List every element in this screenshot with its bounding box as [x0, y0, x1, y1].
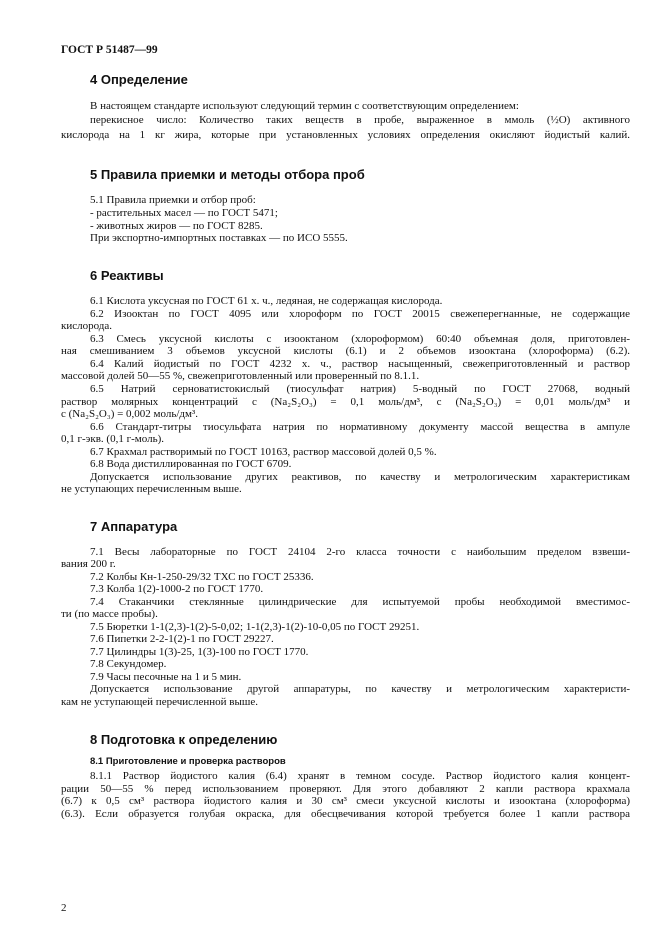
s6-line-11: 6.6 Стандарт-титры тиосульфата натрия по нормативному документу массой вещества в ампуле — [90, 421, 630, 433]
section-5-title: 5 Правила приемки и методы отбора проб — [90, 167, 365, 182]
s7-line-10: 7.8 Секундомер. — [90, 658, 167, 670]
s6-line-1: 6.1 Кислота уксусная по ГОСТ 61 х. ч., ледяная, не содержащая кислорода. — [90, 295, 443, 307]
s4-line-2: перекисное число: Количество таких веществ в пробе, выраженное в ммоль (½О) активного — [90, 114, 630, 126]
s7-line-8: 7.6 Пипетки 2-2-1(2)-1 по ГОСТ 29227. — [90, 633, 274, 645]
s7-line-9: 7.7 Цилиндры 1(3)-25, 1(3)-100 по ГОСТ 1770. — [90, 646, 309, 658]
s8-line-2: рации 50—55 % перед использованием проверяют. Для этого добавляют 2 капли раствора крахмала — [61, 783, 630, 795]
page-number: 2 — [61, 902, 67, 914]
s6-line-10: c (Na₂S₂O₃) = 0,002 моль/дм³. — [61, 408, 199, 420]
s7-line-4: 7.3 Колба 1(2)-1000-2 по ГОСТ 1770. — [90, 583, 264, 595]
s5-line-3: - животных жиров — по ГОСТ 8285. — [90, 220, 263, 232]
s5-line-2: - растительных масел — по ГОСТ 5471; — [90, 207, 278, 219]
s6-line-12: 0,1 г-экв. (0,1 г-моль). — [61, 433, 165, 445]
s6-line-5: ная смешиванием 3 объемов уксусной кислоты (6.1) и 2 объемов изооктана (хлороформа) (6.2). — [61, 345, 630, 357]
s6-line-14: 6.8 Вода дистиллированная по ГОСТ 6709. — [90, 458, 292, 470]
subsection-8-1-title: 8.1 Приготовление и проверка растворов — [90, 756, 286, 767]
s8-line-4: (6.3). Если образуется голубая окраска, для обесцвечивания которой требуется более 1 капли раствора — [61, 808, 630, 820]
s6-line-8: 6.5 Натрий серноватистокислый (тиосульфат натрия) 5-водный по ГОСТ 27068, водный — [90, 383, 630, 395]
s4-line-1: В настоящем стандарте используют следующий термин с соответствующим определением: — [90, 100, 519, 112]
s8-line-3: (6.7) к 0,5 см³ раствора йодистого калия и 30 см³ смеси уксусной кислоты и изооктана (хлороформа) — [61, 795, 630, 807]
s6-line-7: массовой долей 50—55 %, свежеприготовленный или проверенный по 8.1.1. — [61, 370, 420, 382]
s6-line-13: 6.7 Крахмал растворимый по ГОСТ 10163, раствор массовой долей 0,5 %. — [90, 446, 437, 458]
s7-line-1: 7.1 Весы лабораторные по ГОСТ 24104 2-го класса точности с наибольшим пределом взвеши- — [90, 546, 630, 558]
section-8-title: 8 Подготовка к определению — [90, 732, 278, 747]
s5-line-4: При экспортно-импортных поставках — по ИСО 5555. — [90, 232, 348, 244]
s6-line-6: 6.4 Калий йодистый по ГОСТ 4232 х. ч., раствор насыщенный, свежеприготовленный и раствор — [90, 358, 630, 370]
s7-line-11: 7.9 Часы песочные на 1 и 5 мин. — [90, 671, 242, 683]
section-7-title: 7 Аппаратура — [90, 519, 178, 534]
s7-line-6: ти (по массе пробы). — [61, 608, 158, 620]
s6-line-16: не уступающих перечисленным выше. — [61, 483, 242, 495]
s7-line-7: 7.5 Бюретки 1-1(2,3)-1(2)-5-0,02; 1-1(2,3)-1(2)-10-0,05 по ГОСТ 29251. — [90, 621, 420, 633]
s6-line-3: кислорода. — [61, 320, 113, 332]
s4-line-3: кислорода на 1 кг жира, которые при установленных условиях определения окисляют йодистый калий. — [61, 129, 630, 141]
s7-line-5: 7.4 Стаканчики стеклянные цилиндрические для испытуемой пробы необходимой вместимос- — [90, 596, 630, 608]
s6-line-4: 6.3 Смесь уксусной кислоты с изооктаном (хлороформом) 60:40 объемная доля, приготовлен- — [90, 333, 630, 345]
section-6-title: 6 Реактивы — [90, 268, 164, 283]
s6-line-9: раствор молярных концентраций c (Na₂S₂O₃) = 0,1 моль/дм³, c (Na₂S₂O₃) = 0,01 моль/дм³ и — [61, 396, 630, 408]
s7-line-2: вания 200 г. — [61, 558, 116, 570]
s6-line-2: 6.2 Изооктан по ГОСТ 4095 или хлороформ по ГОСТ 20015 свежеперегнанные, не содержащие — [90, 308, 630, 320]
s5-line-1: 5.1 Правила приемки и отбор проб: — [90, 194, 256, 206]
s7-line-3: 7.2 Колбы Кн-1-250-29/32 ТХС по ГОСТ 25336. — [90, 571, 314, 583]
document-header: ГОСТ Р 51487—99 — [61, 44, 158, 56]
s7-line-12: Допускается использование другой аппаратуры, по качеству и метрологическим характеристи- — [90, 683, 630, 695]
section-4-title: 4 Определение — [90, 72, 188, 87]
s7-line-13: кам не уступающей перечисленной выше. — [61, 696, 258, 708]
s6-line-15: Допускается использование других реактивов, по качеству и метрологическим характеристикам — [90, 471, 630, 483]
s8-line-1: 8.1.1 Раствор йодистого калия (6.4) хранят в темном сосуде. Раствор йодистого калия концент- — [90, 770, 630, 782]
